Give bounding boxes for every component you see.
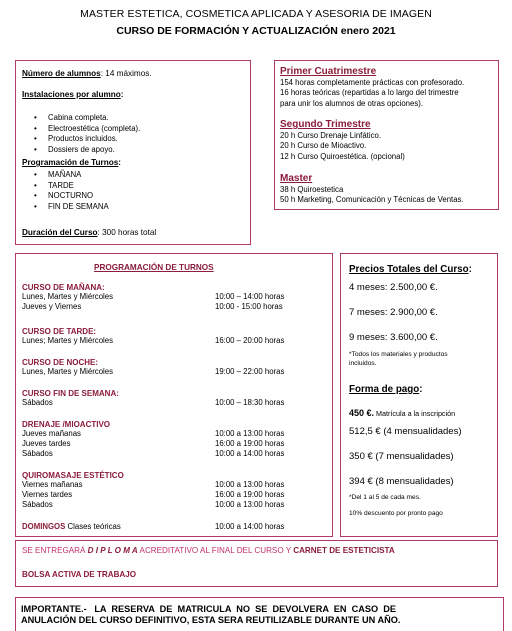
text-line: 20 h Curso Drenaje Linfático.	[280, 131, 381, 140]
forma-pago-heading	[349, 379, 423, 397]
table-row	[22, 500, 322, 510]
list-item: • Electroestética (completa).	[30, 124, 140, 135]
text-line: 154 horas completamente prácticas con profesorado.	[280, 78, 465, 87]
segundo-trimestre-text	[280, 131, 405, 162]
list-item: • Cabina completa.	[30, 113, 140, 124]
schedule-finde	[22, 389, 322, 408]
days-cell: Sábados	[22, 449, 53, 458]
master-text	[280, 185, 464, 206]
hours-cell: 16:00 a 19:00 horas	[215, 490, 285, 499]
domingos-text: Clases teóricas	[65, 522, 121, 531]
duracion-value: : 300 horas total	[97, 228, 157, 237]
bolsa-trabajo: BOLSA ACTIVA DE TRABAJO	[22, 570, 137, 579]
table-row	[22, 429, 322, 439]
table-row	[22, 490, 322, 500]
payment-4: 512,5 € (4 mensualidades)	[349, 426, 462, 437]
importante-line-1: IMPORTANTE.- LA RESERVA DE MATRICULA NO SE DEVOLVERA EN CASO DE	[21, 604, 397, 614]
hours-cell: 10:00 a 14:00 horas	[215, 449, 285, 458]
instalaciones-list	[30, 113, 140, 155]
segundo-trimestre-heading: Segundo Trimestre	[280, 119, 371, 130]
master-heading: Master	[280, 173, 313, 184]
days-cell: Sábados	[22, 398, 53, 407]
text-line: 38 h Quiroestetica	[280, 185, 344, 194]
table-row	[22, 302, 322, 312]
payment-date-note: *Del 1 al 5 de cada mes.	[349, 494, 421, 501]
prices-title: Precios Totales del Curso	[349, 264, 469, 275]
text-line: 12 h Curso Quiroestética. (opcional)	[280, 151, 405, 161]
prices-box	[340, 253, 498, 537]
hours-cell: 10:00 a 13:00 horas	[215, 429, 285, 438]
finde-heading: CURSO FIN DE SEMANA:	[22, 389, 119, 398]
primer-cuatrimestre-heading: Primer Cuatrimestre	[280, 66, 377, 77]
forma-pago-colon: :	[419, 384, 423, 395]
document-subtitle: MASTER ESTETICA, COSMETICA APLICADA Y ASESORIA DE IMAGEN	[80, 8, 432, 20]
diploma-word: D I P L O M A	[87, 546, 138, 555]
schedule-quiromasaje	[22, 471, 322, 510]
text-line: para unir los alumnos de otras opciones).	[280, 98, 424, 108]
diploma-box	[15, 540, 498, 587]
text-line: 50 h Marketing, Comunicación y Técnicas de Ventas.	[280, 195, 464, 205]
hours-cell: 10:00 - 15:00 horas	[215, 302, 283, 311]
table-row	[22, 480, 322, 490]
payment-7: 350 € (7 mensualidades)	[349, 451, 454, 462]
alumnos-label: Número de alumnos	[22, 69, 101, 78]
alumnos-value: : 14 máximos.	[100, 69, 152, 78]
diploma-mid: ACREDITATIVO AL FINAL DEL CURSO Y	[137, 546, 294, 555]
price-9-meses: 9 meses: 3.600,00 €.	[349, 332, 438, 343]
days-cell: Lunes, Martes y Miércoles	[22, 367, 113, 376]
turnos-heading	[22, 158, 121, 169]
diploma-line	[22, 546, 395, 555]
instalaciones-colon: :	[120, 90, 124, 99]
forma-pago-title: Forma de pago	[349, 384, 420, 395]
days-cell: Jueves mañanas	[22, 429, 81, 438]
document-title: CURSO DE FORMACIÓN Y ACTUALIZACIÓN enero 2021	[116, 25, 396, 37]
list-item: • Dossiers de apoyo.	[30, 145, 140, 156]
days-cell: Viernes tardes	[22, 490, 73, 499]
materials-note	[349, 351, 448, 368]
diploma-pre: SE ENTREGARÁ	[22, 546, 88, 555]
prices-heading	[349, 259, 472, 277]
matricula-text: Matrícula a la inscripción	[374, 409, 456, 418]
list-item: • Productos incluidos.	[30, 134, 140, 145]
turnos-list	[30, 170, 109, 212]
importante-box	[15, 597, 504, 631]
hours-cell: 10:00 a 13:00 horas	[215, 480, 285, 489]
table-row	[22, 449, 322, 459]
text-line: 16 horas teóricas (repartidas a lo largo del trimestre	[280, 88, 459, 98]
instalaciones-label: Instalaciones por alumno	[22, 90, 121, 99]
matricula-line	[349, 403, 455, 421]
days-cell: Lunes, Martes y Miércoles	[22, 292, 113, 301]
table-row	[22, 398, 322, 408]
price-7-meses: 7 meses: 2.900,00 €.	[349, 307, 438, 318]
list-item: • FIN DE SEMANA	[30, 202, 109, 213]
alumnos-line	[22, 69, 152, 80]
price-4-meses: 4 meses: 2.500,00 €.	[349, 282, 438, 293]
schedule-tarde	[22, 327, 322, 346]
manana-heading: CURSO DE MAÑANA:	[22, 283, 105, 292]
matricula-amount: 450 €.	[349, 408, 375, 418]
schedule-title: PROGRAMACIÓN DE TURNOS	[94, 263, 214, 272]
schedule-drenaje	[22, 420, 322, 459]
hours-cell: 10:00 – 18:30 horas	[215, 398, 285, 407]
days-cell: Jueves y Viernes	[22, 302, 82, 311]
quiromasaje-heading: QUIROMASAJE ESTÉTICO	[22, 471, 124, 480]
days-cell: Sábados	[22, 500, 53, 509]
text-line: *Todos los materiales y productos	[349, 351, 448, 358]
tarde-heading: CURSO DE TARDE:	[22, 327, 97, 336]
list-item: • MAÑANA	[30, 170, 109, 181]
turnos-label: Programación de Turnos	[22, 158, 119, 167]
course-info-box	[15, 60, 251, 245]
list-item: • NOCTURNO	[30, 191, 109, 202]
instalaciones-heading	[22, 90, 123, 101]
duracion-label: Duración del Curso	[22, 228, 98, 237]
table-row	[22, 336, 322, 346]
discount-note: 10% descuento por pronto pago	[349, 510, 443, 517]
list-item: • TARDE	[30, 181, 109, 192]
prices-colon: :	[468, 264, 472, 275]
schedule-manana	[22, 283, 322, 312]
domingos-label: DOMINGOS	[22, 522, 66, 531]
table-row	[22, 367, 322, 377]
hours-cell: 19:00 – 22:00 horas	[215, 367, 285, 376]
duracion-line	[22, 228, 156, 239]
turnos-colon: :	[118, 158, 122, 167]
table-row	[22, 439, 322, 449]
carnet-text: CARNET DE ESTETICISTA	[293, 546, 395, 555]
importante-line-2: ANULACIÓN DEL CURSO DEFINITIVO, ESTA SERA REUTILIZABLE DURANTE UN AÑO.	[21, 615, 401, 625]
table-row	[22, 292, 322, 302]
hours-cell: 10:00 a 14:00 horas	[215, 522, 285, 531]
payment-8: 394 € (8 mensualidades)	[349, 476, 454, 487]
hours-cell: 10:00 – 14:00 horas	[215, 292, 285, 301]
days-cell: Viernes mañanas	[22, 480, 83, 489]
days-cell: Jueves tardes	[22, 439, 71, 448]
drenaje-heading: DRENAJE /MIOACTIVO	[22, 420, 111, 429]
hours-cell: 16:00 a 19:00 horas	[215, 439, 285, 448]
days-cell: Lunes; Martes y Miércoles	[22, 336, 113, 345]
schedule-box	[15, 253, 333, 537]
schedule-noche	[22, 358, 322, 377]
schedule-domingos	[22, 522, 322, 532]
noche-heading: CURSO DE NOCHE:	[22, 358, 99, 367]
hours-cell: 16:00 – 20:00 horas	[215, 336, 285, 345]
program-box	[274, 60, 499, 210]
primer-cuatrimestre-text	[280, 78, 464, 109]
text-line: 20 h Curso de Mioactivo.	[280, 141, 367, 151]
hours-cell: 10:00 a 13:00 horas	[215, 500, 285, 509]
text-line: incluidos.	[349, 359, 377, 367]
